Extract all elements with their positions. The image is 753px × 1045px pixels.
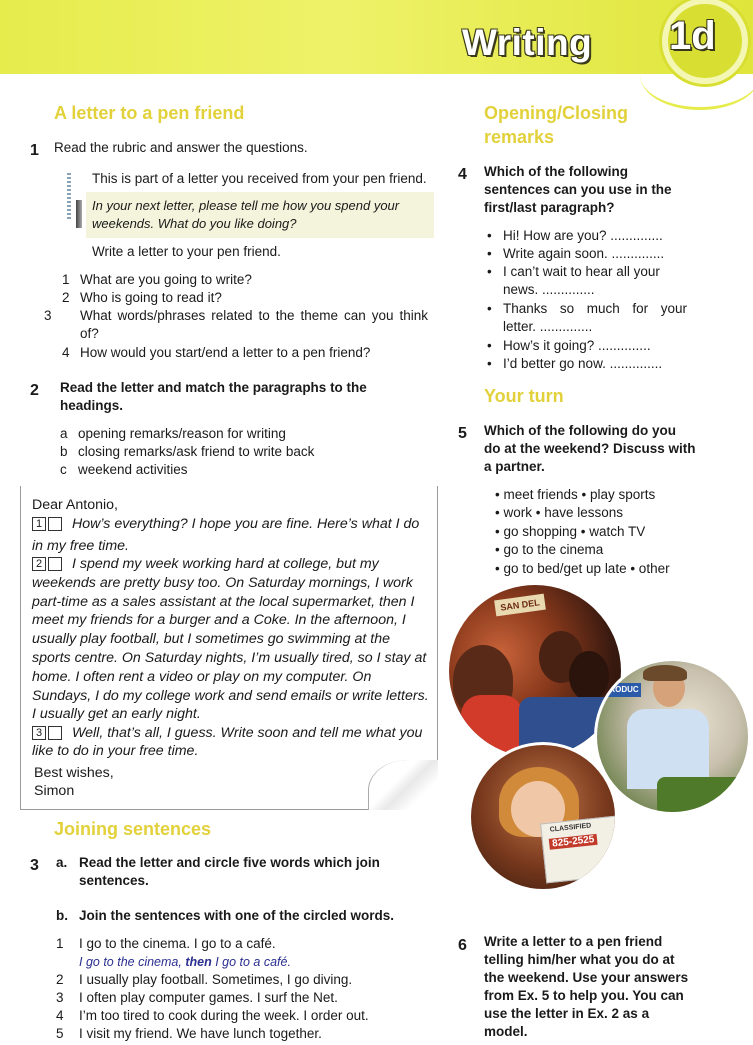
exercise-3b-instruction: Join the sentences with one of the circled words.	[79, 908, 395, 923]
rubric-dotted-line	[67, 173, 71, 221]
letter-signature: Simon	[34, 783, 75, 799]
letter-paragraph-3-cont: like to do in your free time.	[32, 743, 199, 759]
produce	[657, 777, 751, 815]
remark-item: • How’s it going? ..............	[487, 338, 651, 353]
section-title-remarks-1: Opening/Closing	[484, 103, 628, 123]
letter-paragraph-2: 2 I spend my week working hard at college, but my	[32, 555, 379, 574]
exercise-number-6: 6	[458, 937, 467, 954]
newspaper-number: 825-2525	[549, 834, 598, 850]
activity-line: • meet friends • play sports	[495, 487, 656, 502]
section-title-joining: Joining sentences	[54, 819, 212, 839]
letter-line: sports centre. On Saturday nights, I’m usually tired, so I stay at	[32, 650, 427, 666]
remark-item: • I can’t wait to hear all your news. ..............	[487, 264, 660, 297]
answer-box	[48, 726, 62, 740]
letter-paragraph-3: 3 Well, that’s all, I guess. Write soon and tell me what you	[32, 724, 422, 743]
question-item: 2 Who is going to read it?	[62, 290, 222, 305]
remark-item: • Write again soon. ..............	[487, 246, 665, 261]
paragraph-number-box: 1	[32, 517, 46, 531]
rubric-quote-line-1: In your next letter, please tell me how you spend your	[92, 198, 400, 213]
activity-line: • go to bed/get up late • other	[495, 561, 670, 576]
sentence-item: 4 I’m too tired to cook during the week. I order out.	[56, 1008, 369, 1023]
letter-line: meet my friends for a burger and a Coke. In the afternoon, I	[32, 612, 406, 629]
exercise-number-4: 4	[458, 166, 467, 183]
exercise-number-2: 2	[30, 382, 39, 399]
newspaper-heading: CLASSIFIED	[549, 822, 592, 834]
question-item: 3 What words/phrases related to the theme can you think of?	[44, 308, 428, 341]
activity-line: • go to the cinema	[495, 542, 604, 557]
letter-line: weekends are pretty busy too. On Saturday mornings, I work	[32, 574, 413, 591]
sentence-item: 1 I go to the cinema. I go to a café.	[56, 936, 276, 951]
exercise-1-instruction: Read the rubric and answer the questions.	[54, 140, 308, 155]
shop-sign: SAN DEL	[494, 594, 546, 617]
rubric-task: Write a letter to your pen friend.	[92, 244, 281, 259]
paragraph-number-box: 3	[32, 726, 46, 740]
letter-line: home. I often rent a video or play on my computer. On	[32, 668, 372, 685]
exercise-3a-label: a.	[56, 855, 68, 870]
example-answer: I go to the cinema, then I go to a café.	[79, 955, 291, 969]
letter-line: I usually get an early night.	[32, 706, 201, 723]
remark-item: • I’d better go now. ..............	[487, 356, 663, 371]
exercise-3b-label: b.	[56, 908, 68, 923]
exercise-4-instruction: Which of the following sentences can you use in the first/last paragraph?	[484, 164, 672, 215]
page-header	[0, 0, 753, 74]
woman-newspaper-photo	[468, 742, 618, 892]
hair	[643, 665, 687, 681]
letter-paragraph-1: 1 How’s everything? I hope you are fine. Here’s what I do	[32, 515, 419, 534]
remark-item: • Hi! How are you? ..............	[487, 228, 663, 243]
unit-badge: 1d	[669, 14, 716, 58]
exercise-number-1: 1	[30, 142, 39, 159]
activity-line: • go shopping • watch TV	[495, 524, 646, 539]
letter-line: Sundays, I do my college work and send emails or write letters.	[32, 687, 429, 704]
page-title: Writing	[462, 22, 593, 63]
heading-option: c weekend activities	[60, 462, 188, 477]
exercise-3a-instruction: Read the letter and circle five words which join sentences.	[79, 855, 380, 888]
newspaper	[540, 815, 618, 884]
activity-line: • work • have lessons	[495, 505, 624, 520]
question-item: 1 What are you going to write?	[62, 272, 252, 287]
rubric-intro: This is part of a letter you received from your pen friend.	[92, 171, 427, 186]
sentence-item: 2 I usually play football. Sometimes, I go diving.	[56, 972, 353, 987]
heading-option: a opening remarks/reason for writing	[60, 426, 286, 441]
rubric-quote-bar	[76, 200, 82, 228]
answer-box	[48, 557, 62, 571]
question-item: 4 How would you start/end a letter to a pen friend?	[62, 345, 371, 360]
exercise-number-5: 5	[458, 425, 467, 442]
section-title-letter: A letter to a pen friend	[54, 103, 245, 123]
exercise-5-instruction: Which of the following do you do at the weekend? Discuss with a partner.	[484, 423, 696, 474]
store-sign: PRODUC	[601, 683, 641, 697]
paragraph-number-box: 2	[32, 557, 46, 571]
letter-line: usually play football, but I sometimes go swimming at the	[32, 631, 391, 648]
exercise-number-3: 3	[30, 857, 39, 874]
exercise-6-instruction: Write a letter to a pen friend telling him/her what you do at the weekend. Use your answers from Ex. 5 to help you. You can use the letter in Ex. 2 as a model.	[484, 934, 689, 1039]
red-shirt	[461, 695, 523, 755]
exercise-2-instruction: Read the letter and match the paragraphs to the headings.	[60, 380, 367, 413]
photo-collage	[444, 582, 753, 906]
answer-box	[48, 517, 62, 531]
man-shopping-photo	[594, 658, 751, 815]
sentence-item: 3 I often play computer games. I surf the Net.	[56, 990, 338, 1005]
heading-option: b closing remarks/ask friend to write back	[60, 444, 315, 459]
sentence-item: 5 I visit my friend. We have lunch together.	[56, 1026, 322, 1041]
section-title-your-turn: Your turn	[484, 386, 564, 406]
letter-greeting: Dear Antonio,	[32, 497, 118, 513]
rubric-quote-line-2: weekends. What do you like doing?	[92, 216, 297, 231]
remark-item: • Thanks so much for your letter. ..............	[487, 301, 687, 334]
letter-closing: Best wishes,	[34, 765, 114, 781]
letter-paragraph-1-cont: in my free time.	[32, 538, 129, 554]
letter-line: part-time as a sales assistant at the local supermarket, then I	[32, 593, 415, 610]
section-title-remarks-2: remarks	[484, 127, 555, 147]
